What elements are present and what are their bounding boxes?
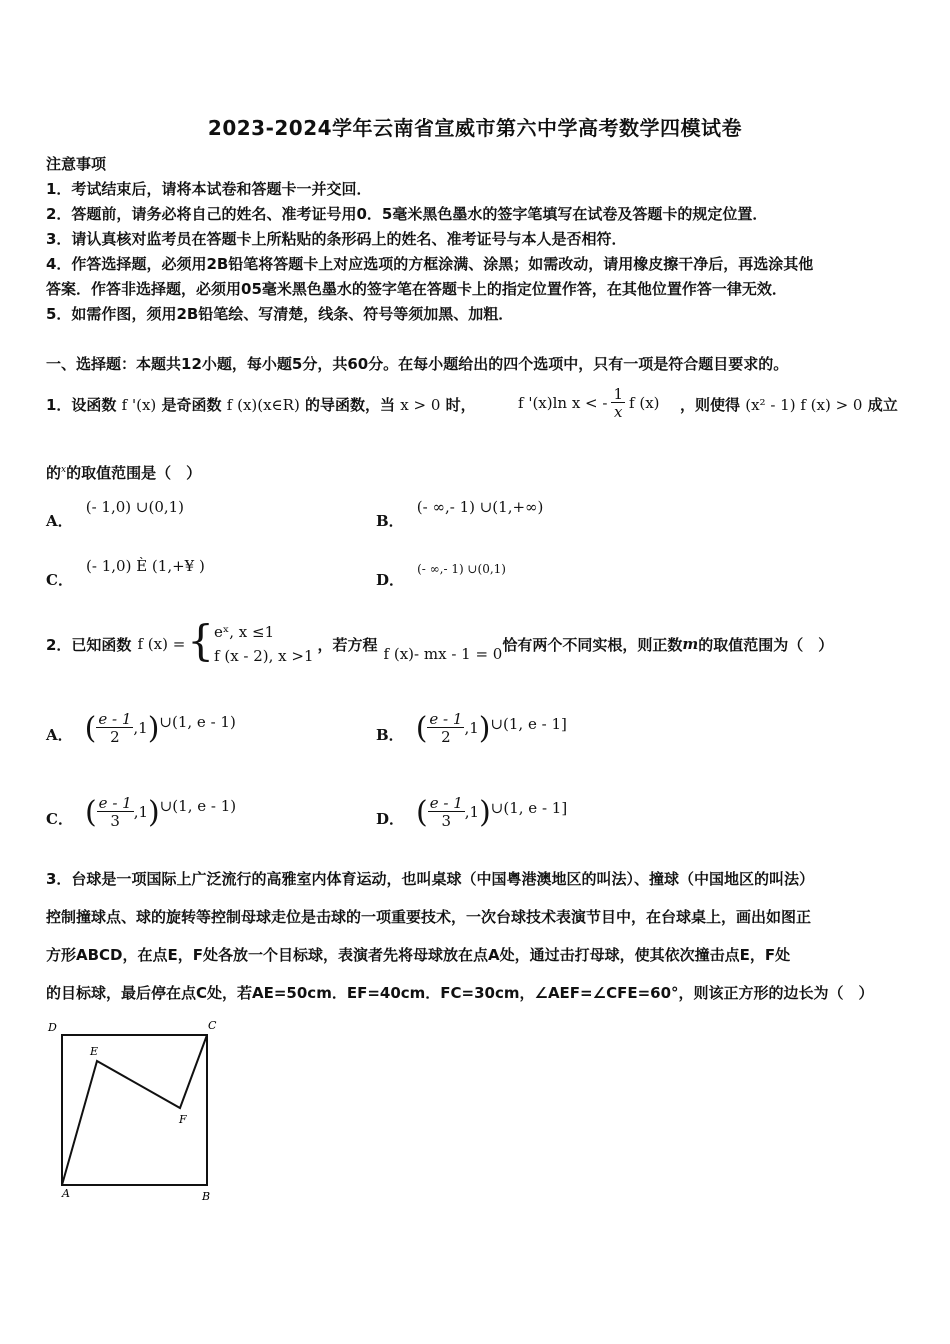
fraction-denominator: 2 bbox=[441, 727, 451, 746]
notice-item: 4．作答选择题，必须用2B铅笔将答题卡上对应选项的方框涂满、涂黑；如需改动，请用橡皮擦干净后，再选涂其他 bbox=[46, 255, 814, 273]
section-heading: 一、选择题：本题共12小题，每小题5分，共60分。在每小题给出的四个选项中，只有一项是符合题目要求的。 bbox=[46, 355, 789, 373]
option-tail: ,1 bbox=[464, 803, 480, 821]
option-label: D． bbox=[376, 571, 405, 589]
question-3-line: 3．台球是一项国际上广泛流行的高雅室内体育运动，也叫桌球（中国粤港澳地区的叫法）、撞球（中国地区的叫法） bbox=[46, 870, 814, 888]
option-tail: ,1 bbox=[133, 803, 149, 821]
q1-text: 的 bbox=[46, 464, 62, 482]
question-3-line: 方形ABCD，在点E，F处各放一个目标球，表演者先将母球放在点A处，通过击打母球，使其依次撞击点E，F处 bbox=[46, 946, 791, 964]
question-3-line: 的目标球，最后停在点C处，若AE=50cm．EF=40cm．FC=30cm，∠AEF=∠CFE=60°，则该正方形的边长为（ ） bbox=[46, 984, 874, 1002]
paren-close: ) bbox=[478, 710, 491, 746]
fraction-denominator: 3 bbox=[441, 811, 452, 830]
option-label: B． bbox=[376, 725, 404, 744]
label-b: B bbox=[202, 1190, 211, 1203]
notice-item: 1．考试结束后，请将本试卷和答题卡一并交回． bbox=[46, 180, 372, 198]
q1-text: 1．设函数 bbox=[46, 396, 117, 414]
q1-line-1-end bbox=[680, 380, 898, 430]
paren-open: ( bbox=[84, 710, 97, 746]
q2-case-2: f (x - 2), x >1 bbox=[214, 647, 314, 665]
paren-open: ( bbox=[416, 794, 428, 830]
option-label: D． bbox=[376, 809, 405, 828]
q2-brace: { bbox=[187, 616, 215, 665]
q1-text: 的取值范围是（ ） bbox=[66, 464, 202, 482]
option-tail: ,1 bbox=[133, 719, 148, 737]
option-rest: ∪(1, e - 1] bbox=[490, 799, 568, 817]
question-3-line: 控制撞球点、球的旋转等控制母球走位是击球的一项重要技术，一次台球技术表演节目中，在台球桌上，画出如图正 bbox=[46, 908, 812, 926]
paren-close: ) bbox=[148, 794, 160, 830]
q1-option-c[interactable] bbox=[46, 555, 205, 589]
option-fraction bbox=[96, 709, 133, 746]
notice-heading: 注意事项 bbox=[46, 155, 107, 173]
q1-math-function: f (x)(x∈R) bbox=[226, 396, 300, 414]
fraction-numerator: e - 1 bbox=[429, 793, 463, 812]
paren-close: ) bbox=[147, 710, 160, 746]
q1-math-target: (x² - 1) f (x) > 0 bbox=[745, 396, 863, 414]
label-c: C bbox=[208, 1019, 217, 1032]
q1-math-condition: x > 0 bbox=[400, 396, 441, 414]
option-rest: ∪(1, e - 1) bbox=[159, 713, 236, 731]
q2-math-m: m bbox=[682, 635, 699, 653]
option-label: A． bbox=[46, 512, 73, 530]
q2-text: 恰有两个不同实根，则正数 bbox=[502, 635, 683, 654]
option-value: (- 1,0) ∪(0,1) bbox=[85, 498, 185, 516]
option-label: A． bbox=[46, 725, 73, 744]
label-f: F bbox=[179, 1113, 187, 1126]
q1-fraction-numerator: 1 bbox=[613, 384, 624, 403]
notice-item: 2．答题前，请务必将自己的姓名、准考证号用0．5毫米黑色墨水的签字笔填写在试卷及答题卡的规定位置． bbox=[46, 205, 768, 223]
fraction-denominator: 3 bbox=[110, 811, 120, 830]
q2-option-d[interactable] bbox=[376, 784, 567, 840]
notice-item: 3．请认真核对监考员在答题卡上所粘贴的条形码上的姓名、准考证号与本人是否相符． bbox=[46, 230, 627, 248]
q2-text: 2．已知函数 bbox=[46, 635, 132, 654]
q1-fraction-denominator: x bbox=[614, 402, 623, 421]
page-title: 2023-2024学年云南省宣威市第六中学高考数学四模试卷 bbox=[207, 116, 743, 140]
label-e: E bbox=[90, 1045, 99, 1058]
q2-math-equation: f (x)- mx - 1 = 0 bbox=[383, 645, 503, 663]
option-rest: ∪(1, e - 1) bbox=[159, 797, 237, 815]
q2-option-a[interactable] bbox=[46, 700, 236, 756]
q1-option-d[interactable] bbox=[376, 557, 506, 589]
option-value: (- 1,0) È (1,+¥ ) bbox=[86, 557, 205, 575]
fraction-numerator: e - 1 bbox=[98, 793, 132, 812]
label-d: D bbox=[48, 1021, 57, 1034]
option-fraction bbox=[427, 709, 464, 746]
option-fraction bbox=[97, 793, 134, 830]
q1-text: ，则使得 bbox=[680, 396, 741, 414]
q1-inequality-left: f '(x)ln x < - bbox=[518, 394, 608, 412]
label-a: A bbox=[62, 1187, 70, 1200]
notice-item: 5．如需作图，须用2B铅笔绘、写清楚，线条、符号等须加黑、加粗． bbox=[46, 305, 514, 323]
q1-text: 成立 bbox=[867, 396, 898, 414]
q1-math-x: x bbox=[61, 465, 67, 475]
q1-fraction bbox=[611, 384, 625, 421]
notice-item: 答案．作答非选择题，必须用05毫米黑色墨水的签字笔在答题卡上的指定位置作答，在其他位置作答一律无效． bbox=[46, 280, 787, 298]
q2-piecewise bbox=[214, 620, 314, 668]
paren-open: ( bbox=[84, 794, 97, 830]
option-label: C． bbox=[46, 571, 73, 589]
option-rest: ∪(1, e - 1] bbox=[490, 715, 567, 733]
paren-open: ( bbox=[415, 710, 428, 746]
option-value: (- ∞,- 1) ∪(1,+∞) bbox=[416, 498, 544, 516]
q2-case-1: eˣ, x ≤1 bbox=[214, 623, 275, 641]
fraction-denominator: 2 bbox=[110, 727, 120, 746]
q1-inequality-right: f (x) bbox=[629, 394, 660, 412]
q1-option-b[interactable] bbox=[376, 496, 544, 530]
q2-option-c[interactable] bbox=[46, 784, 236, 840]
option-fraction bbox=[428, 793, 465, 830]
option-tail: ,1 bbox=[464, 719, 479, 737]
square-figure bbox=[40, 1015, 230, 1210]
fraction-numerator: e - 1 bbox=[429, 709, 463, 728]
question-1-line-1 bbox=[46, 380, 476, 430]
ball-path bbox=[62, 1035, 207, 1185]
paren-close: ) bbox=[479, 794, 491, 830]
q2-text: 的取值范围为（ ） bbox=[698, 635, 834, 654]
q2-option-b[interactable] bbox=[376, 700, 567, 756]
question-2-line bbox=[46, 614, 833, 674]
question-1-line-2 bbox=[46, 462, 201, 483]
q1-text: 时， bbox=[445, 396, 476, 414]
option-value: (- ∞,- 1) ∪(0,1) bbox=[417, 562, 506, 576]
option-label: B． bbox=[376, 512, 404, 530]
q1-inequality bbox=[518, 378, 660, 428]
q1-text: 的导函数，当 bbox=[305, 396, 396, 414]
fraction-numerator: e - 1 bbox=[98, 709, 132, 728]
option-label: C． bbox=[46, 809, 73, 828]
q1-math-derivative: f '(x) bbox=[121, 396, 157, 414]
q2-text: ，若方程 bbox=[317, 635, 378, 654]
q1-text: 是奇函数 bbox=[161, 396, 222, 414]
q2-math-function: f (x) = bbox=[137, 635, 186, 653]
q1-option-a[interactable] bbox=[46, 496, 185, 530]
